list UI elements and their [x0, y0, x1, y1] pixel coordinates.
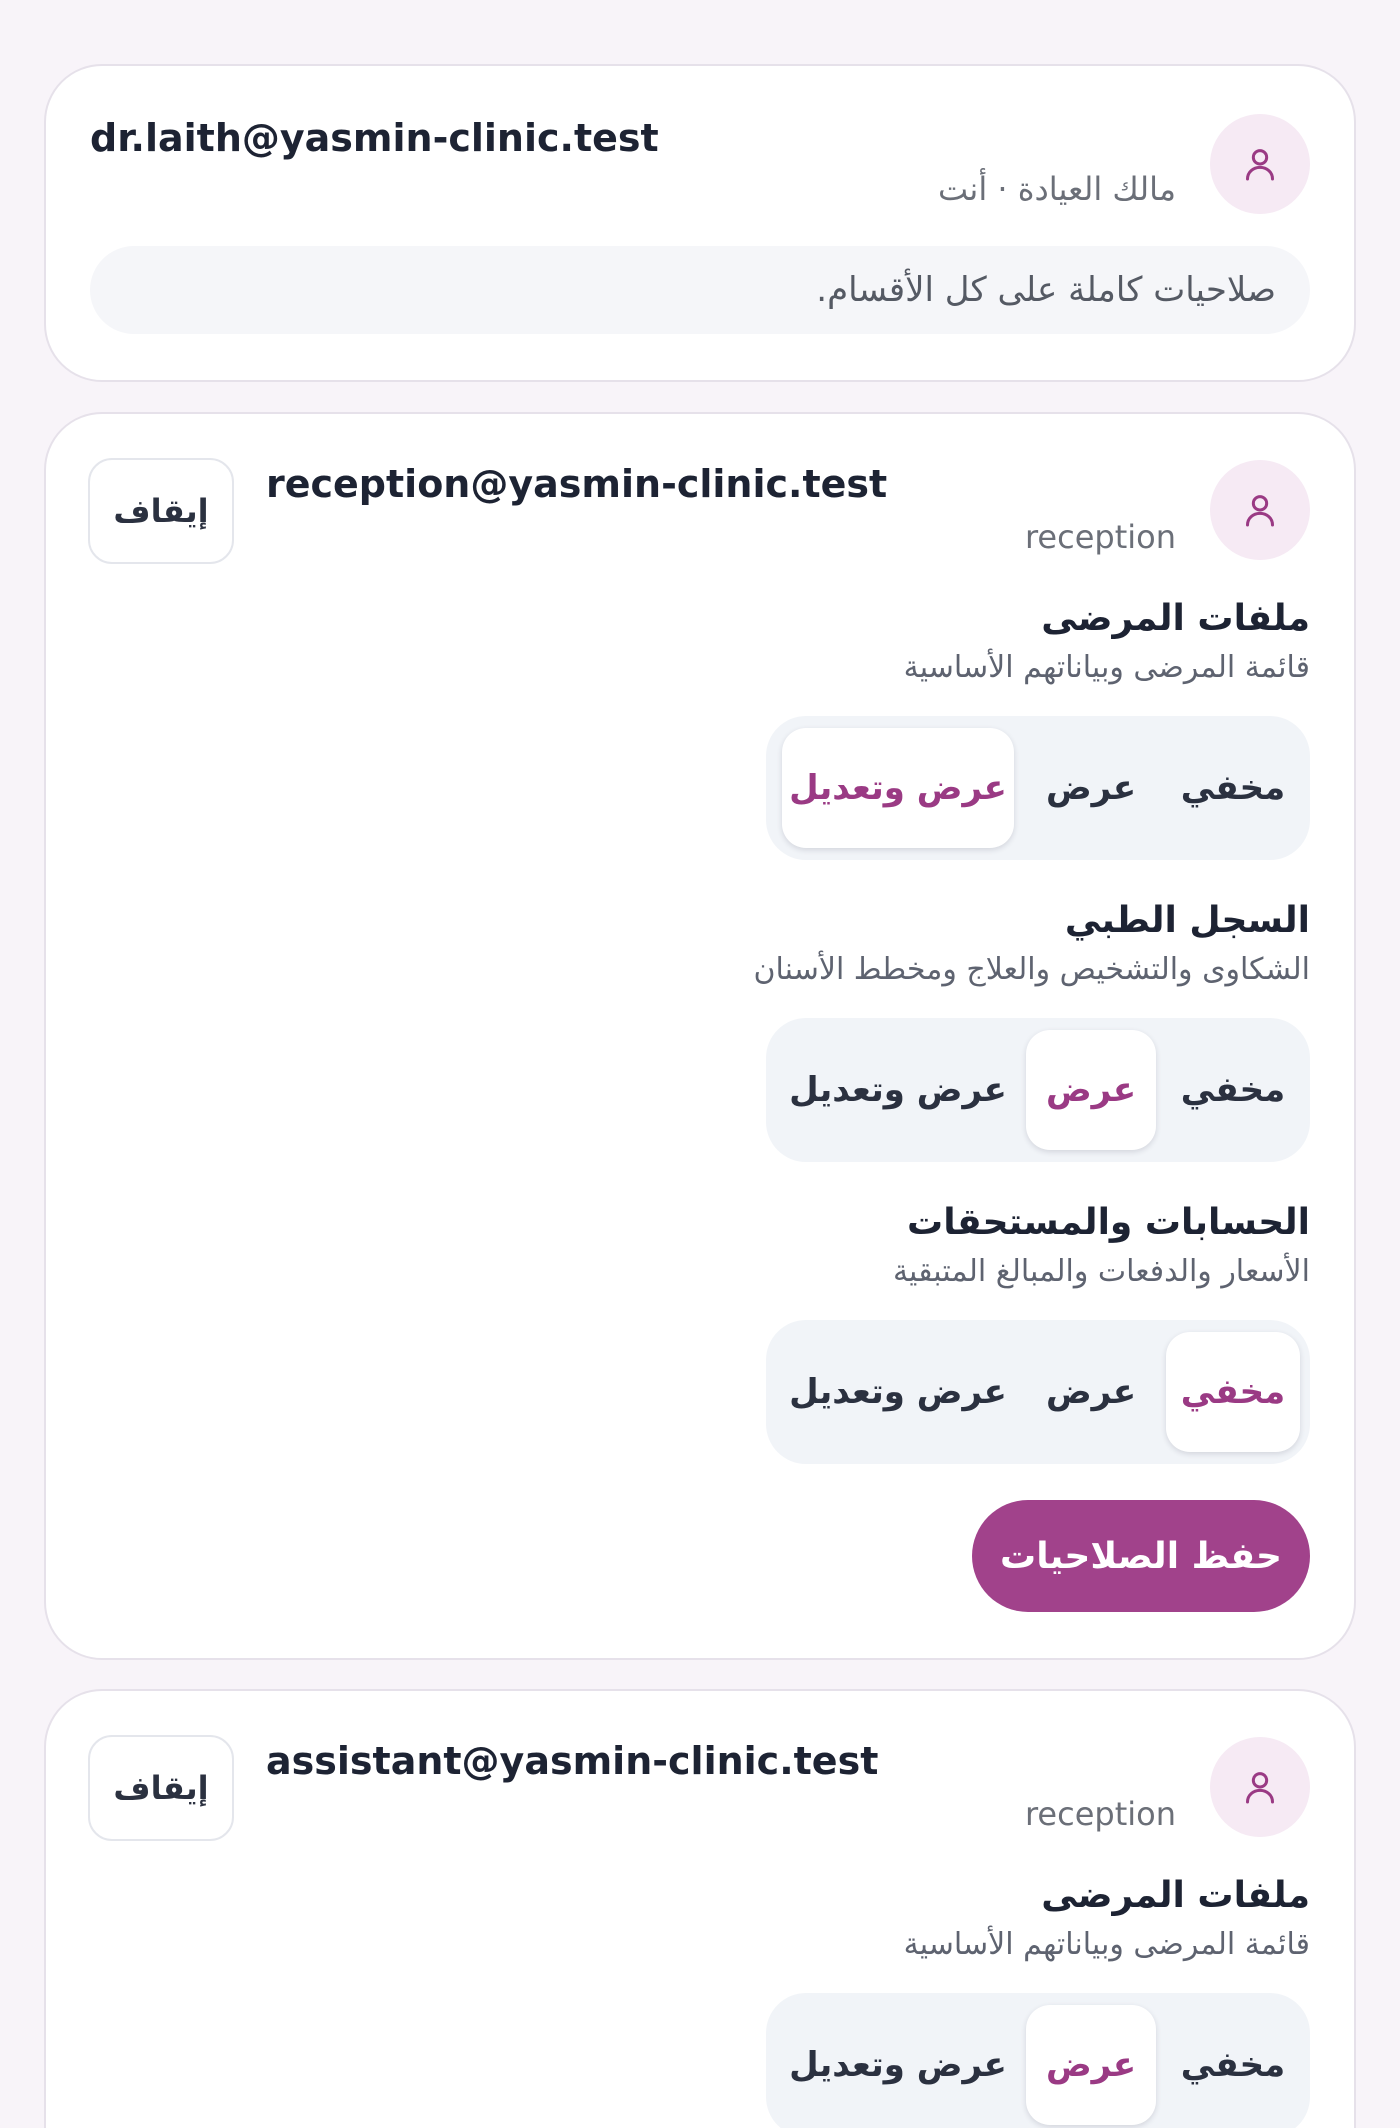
stop-member-button[interactable]: إيقاف: [88, 1735, 234, 1841]
section-desc-medical-record: الشكاوى والتشخيص والعلاج ومخطط الأسنان: [753, 952, 1310, 987]
option-view-edit[interactable]: عرض وتعديل: [782, 728, 1014, 848]
member-email: assistant@yasmin-clinic.test: [266, 1739, 879, 1783]
member-card-assistant: [44, 1689, 1356, 2128]
section-desc-patient-files: قائمة المرضى وبياناتهم الأساسية: [903, 650, 1310, 685]
option-hidden[interactable]: مخفي: [1180, 1070, 1286, 1110]
option-view[interactable]: عرض: [1026, 2005, 1156, 2125]
option-view[interactable]: عرض: [1045, 768, 1137, 808]
section-title-patient-files: ملفات المرضى: [1041, 1875, 1310, 1916]
member-avatar: [1210, 1737, 1310, 1837]
permission-selector-patient-files: [766, 716, 1310, 860]
owner-role-label: مالك العيادة · أنت: [937, 170, 1176, 208]
member-card-reception: [44, 412, 1356, 1660]
option-hidden[interactable]: مخفي: [1180, 768, 1286, 808]
option-view[interactable]: عرض: [1026, 1030, 1156, 1150]
member-avatar: [1210, 460, 1310, 560]
permission-selector-medical-record: [766, 1018, 1310, 1162]
stop-member-button[interactable]: إيقاف: [88, 458, 234, 564]
section-desc-accounts: الأسعار والدفعات والمبالغ المتبقية: [892, 1254, 1310, 1289]
user-icon: [1240, 1767, 1280, 1807]
option-hidden[interactable]: مخفي: [1180, 2045, 1286, 2085]
owner-card: [44, 64, 1356, 382]
permission-selector-patient-files: [766, 1993, 1310, 2128]
owner-email: dr.laith@yasmin-clinic.test: [90, 116, 659, 160]
option-view-edit[interactable]: عرض وتعديل: [789, 1070, 1007, 1110]
member-email: reception@yasmin-clinic.test: [266, 462, 888, 506]
section-title-accounts: الحسابات والمستحقات: [907, 1202, 1310, 1243]
user-icon: [1240, 490, 1280, 530]
option-view-edit[interactable]: عرض وتعديل: [789, 1372, 1007, 1412]
save-permissions-button[interactable]: حفظ الصلاحيات: [972, 1500, 1310, 1612]
option-view[interactable]: عرض: [1045, 1372, 1137, 1412]
owner-permissions-note: صلاحيات كاملة على كل الأقسام.: [90, 246, 1310, 334]
member-role: reception: [1024, 518, 1176, 556]
section-title-patient-files: ملفات المرضى: [1041, 598, 1310, 639]
user-icon: [1240, 144, 1280, 184]
member-role: reception: [1024, 1795, 1176, 1833]
permission-selector-accounts: [766, 1320, 1310, 1464]
option-view-edit[interactable]: عرض وتعديل: [789, 2045, 1007, 2085]
section-desc-patient-files: قائمة المرضى وبياناتهم الأساسية: [903, 1927, 1310, 1962]
section-title-medical-record: السجل الطبي: [1064, 900, 1310, 941]
owner-avatar: [1210, 114, 1310, 214]
option-hidden[interactable]: مخفي: [1166, 1332, 1300, 1452]
